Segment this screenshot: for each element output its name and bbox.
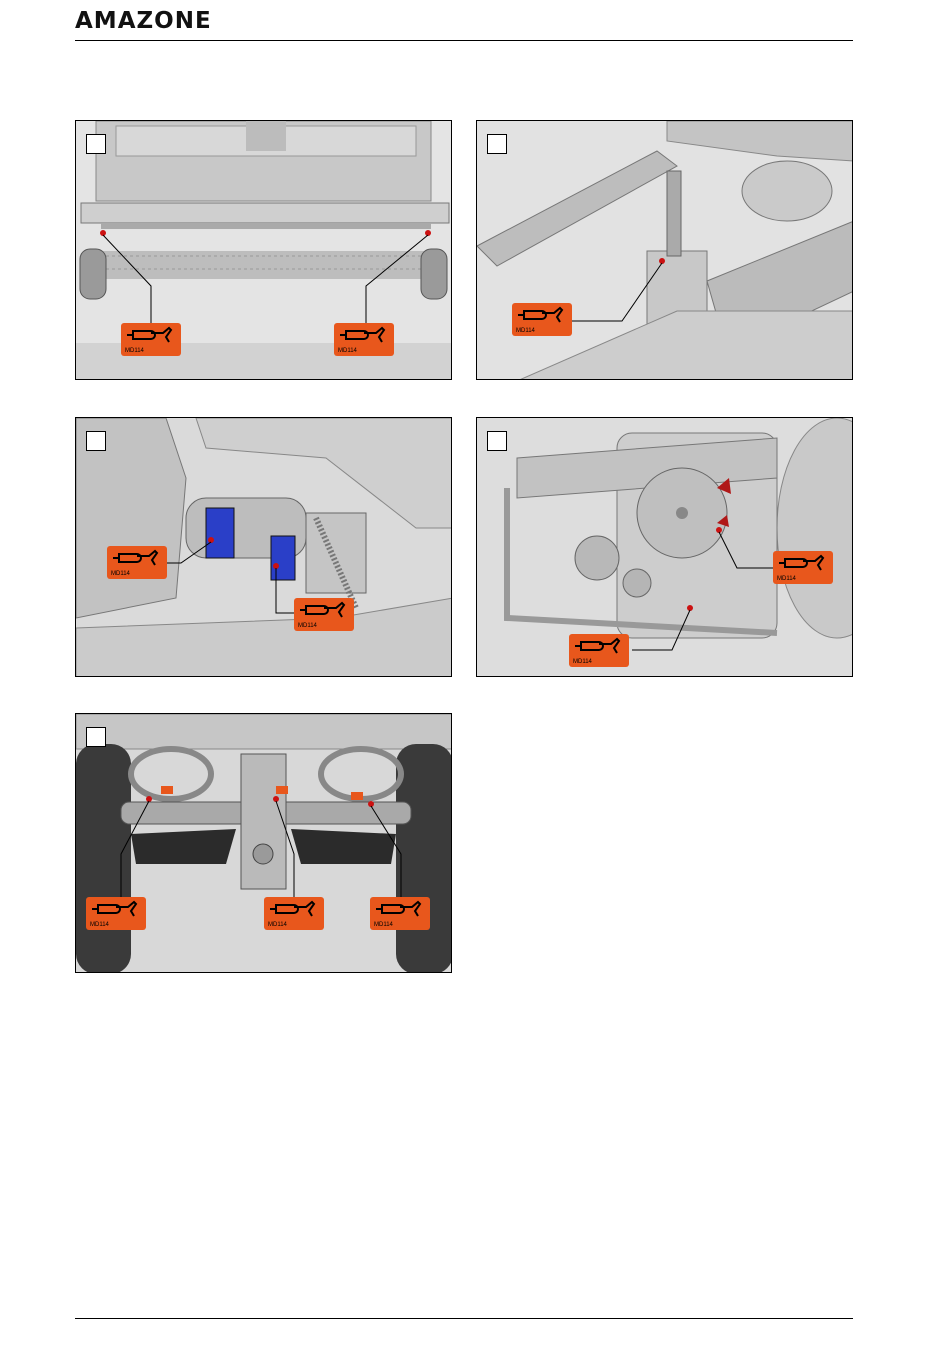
grease-label	[569, 634, 629, 667]
grease-label	[107, 546, 167, 579]
rear-axle-illustration	[76, 714, 452, 973]
frame-pivot-illustration	[477, 121, 853, 380]
grease-gun-icon	[573, 637, 625, 655]
label-code: MD114	[374, 922, 393, 928]
grease-label	[294, 598, 354, 631]
label-code: MD114	[298, 623, 317, 629]
grease-label	[370, 897, 430, 930]
label-code: MD114	[777, 576, 796, 582]
label-code: MD114	[268, 922, 287, 928]
label-code: MD114	[516, 328, 535, 334]
figure-marker	[487, 431, 507, 451]
grease-gun-icon	[338, 326, 390, 344]
figure-marker	[86, 431, 106, 451]
grease-label	[86, 897, 146, 930]
figure-4	[476, 417, 853, 677]
figure-marker	[86, 134, 106, 154]
grease-gun-icon	[111, 549, 163, 567]
grease-label	[121, 323, 181, 356]
figure-1	[75, 120, 452, 380]
grease-gun-icon	[777, 554, 829, 572]
label-code: MD114	[111, 571, 130, 577]
label-code: MD114	[90, 922, 109, 928]
grease-gun-icon	[516, 306, 568, 324]
label-code: MD114	[573, 659, 592, 665]
label-code: MD114	[125, 348, 144, 354]
figure-marker	[86, 727, 106, 747]
grease-label	[264, 897, 324, 930]
grease-gun-icon	[374, 900, 426, 918]
label-code: MD114	[338, 348, 357, 354]
grease-gun-icon	[125, 326, 177, 344]
figure-2	[476, 120, 853, 380]
footer-rule	[75, 1318, 853, 1319]
grease-label	[512, 303, 572, 336]
belt-drive-illustration	[477, 418, 853, 677]
grease-gun-icon	[90, 900, 142, 918]
header-rule	[75, 40, 853, 41]
grease-label	[334, 323, 394, 356]
figure-marker	[487, 134, 507, 154]
figure-3	[75, 417, 452, 677]
grease-gun-icon	[298, 601, 350, 619]
grease-label	[773, 551, 833, 584]
grease-gun-icon	[268, 900, 320, 918]
figure-5	[75, 713, 452, 973]
brand-logo: AMAZONE	[75, 8, 212, 34]
